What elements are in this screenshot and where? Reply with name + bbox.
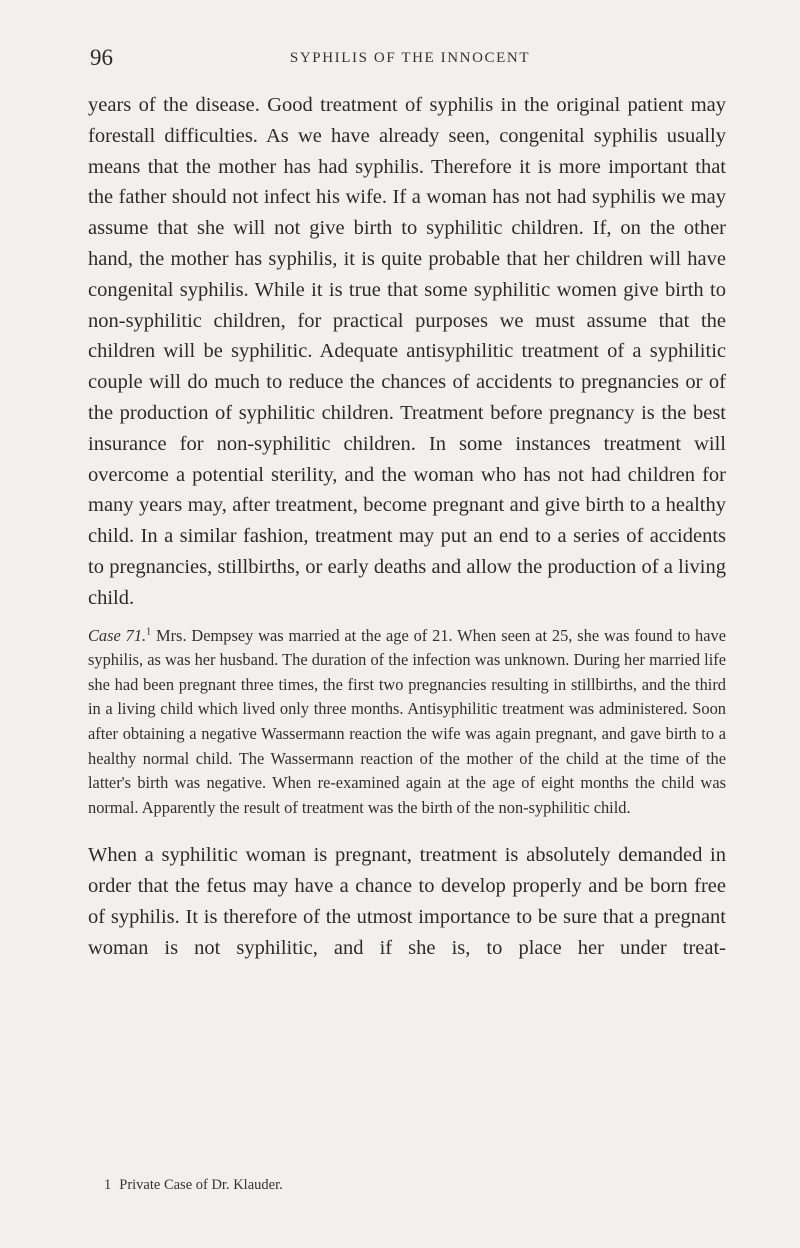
- case-report: [88, 624, 726, 821]
- body-paragraph-2: When a syphilitic woman is pregnant, treatment is absolutely demanded in order that the fetus may have a chance to develop properly and be born free of syphilis. It is therefore of the utmost importance to be sure that a pregnant woman is not syphilitic, and if she is, to place her under treat-: [88, 844, 726, 959]
- footnote: [104, 1176, 283, 1194]
- page-number: 96: [90, 45, 113, 70]
- footnote-text: Private Case of Dr. Klauder.: [119, 1177, 283, 1193]
- case-text: Mrs. Dempsey was married at the age of 21. When seen at 25, she was found to have syphilis, as was her husband. The duration of the infection was unknown. During her married life she had been pregnant three times, the first two pregnancies resulting in stillbirths, and the third in a living child which lived only three months. Antisyphilitic treatment was administered. Soon after obtaining a negative Wassermann reaction the wife was again pregnant, and gave birth to a healthy normal child. The Wassermann reaction of the mother of the child at the time of the latter's birth was negative. When re-examined again at the age of eight months the child was normal. Apparently the result of treatment was the birth of the non-syphilitic child.: [88, 625, 727, 817]
- body-paragraph-1: years of the disease. Good treatment of syphilis in the original patient may forestall difficulties. As we have already seen, congenital syphilis usually means that the mother has had syphilis. Therefore it is more important that the father should not infect his wife. If a woman has not had syphilis we may assume that she will not give birth to syphilitic children. If, on the other hand, the mother has syphilis, it is quite probable that her children will have congenital syphilis. While it is true that some syphilitic women give birth to non-syphilitic children, for practical purposes we must assume that the children will be syphilitic. Adequate antisyphilitic treatment of a syphilitic couple will do much to reduce the chances of accidents to pregnancies or of the production of syphilitic children. Treatment before pregnancy is the best insurance for non-syphilitic children. In some instances treatment will overcome a potential sterility, and the woman who has not had children for many years may, after treatment, become pregnant and give birth to a healthy child. In a similar fashion, treatment may put an end to a series of accidents to pregnancies, stillbirths, or early deaths and allow the production of a living child.: [88, 94, 726, 609]
- page-body: [88, 90, 726, 963]
- running-title: SYPHILIS OF THE INNOCENT: [289, 50, 531, 66]
- footnote-reference: 1: [146, 626, 152, 638]
- footnote-mark: 1: [104, 1177, 112, 1193]
- page-header: [90, 44, 730, 76]
- case-label: Case 71.: [88, 625, 147, 645]
